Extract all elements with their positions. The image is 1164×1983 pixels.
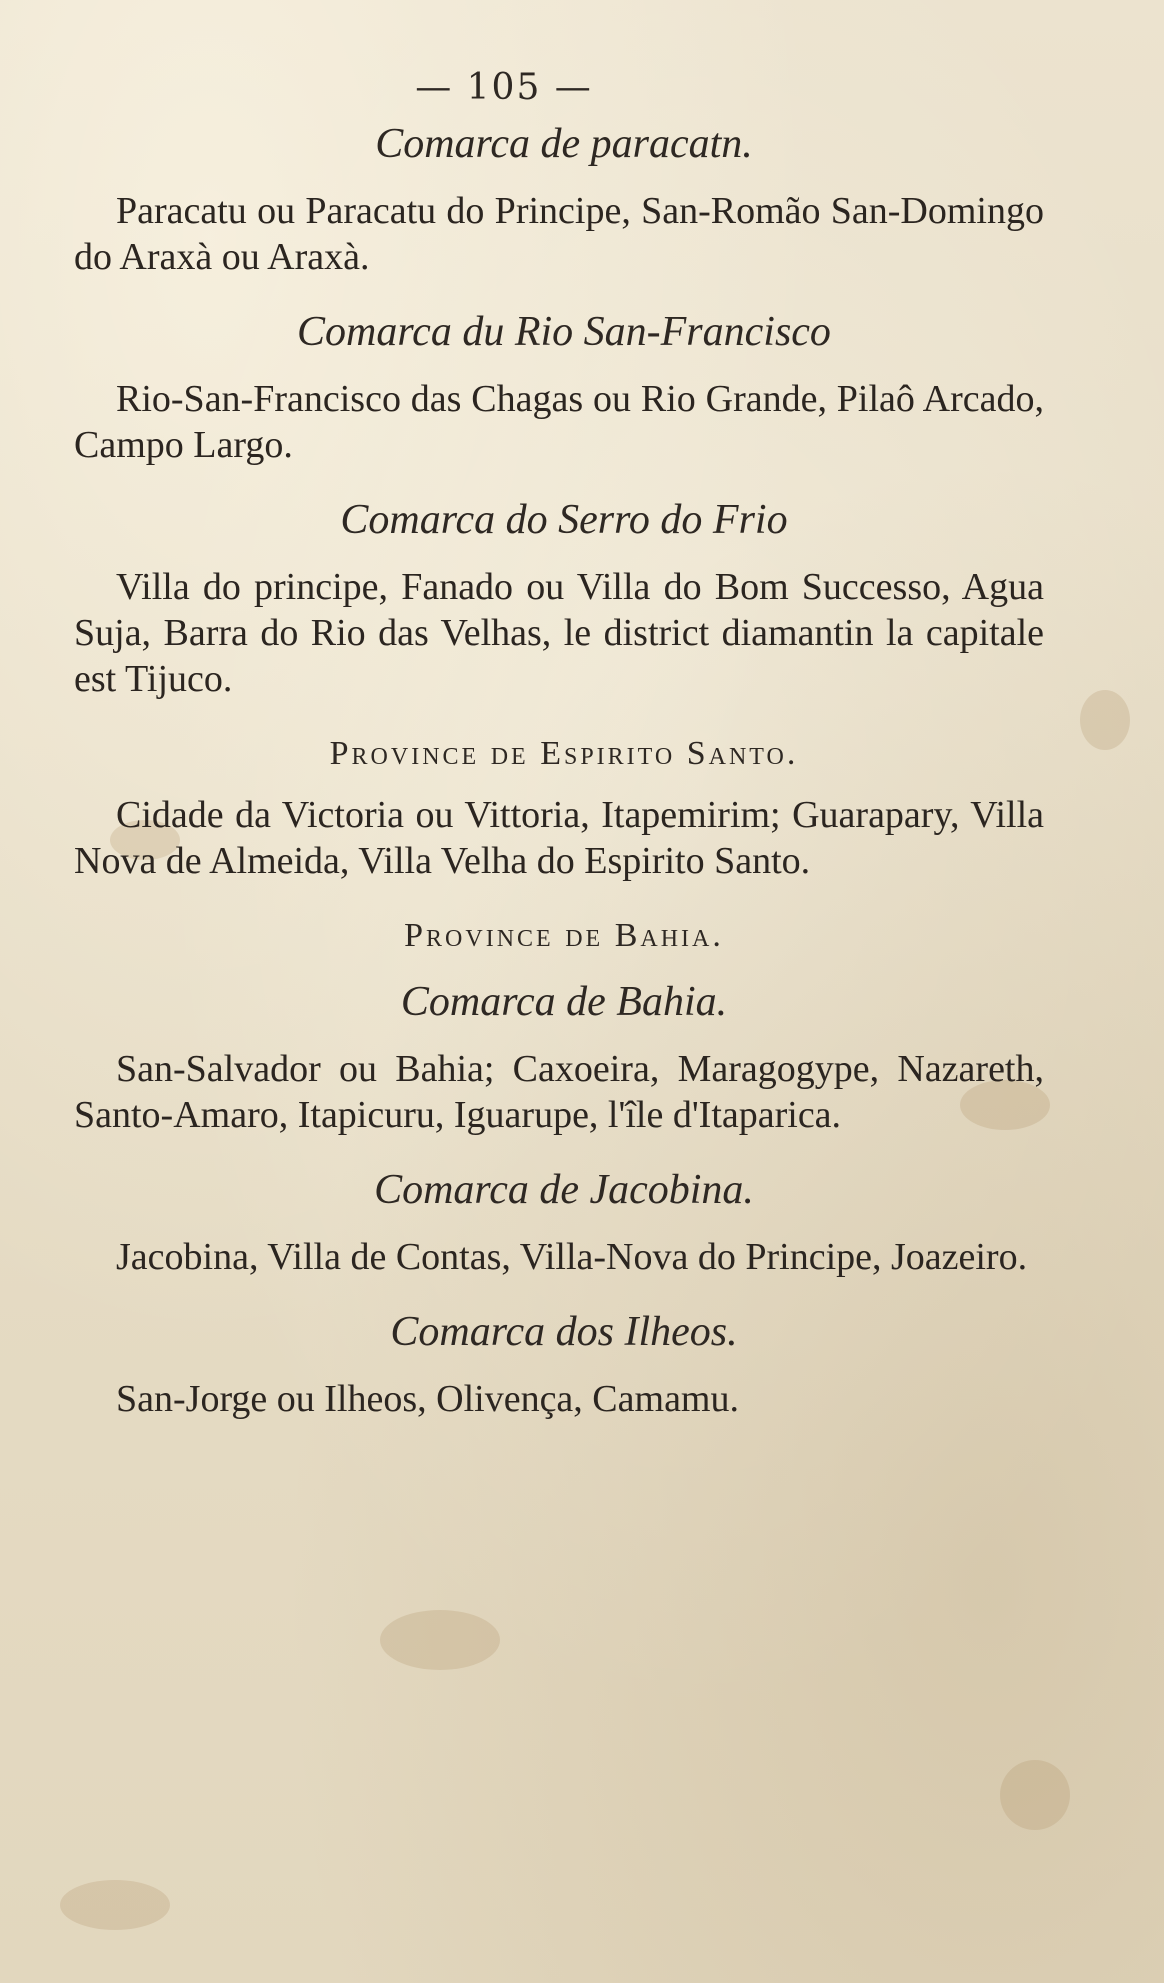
comarca-heading: Comarca du Rio San-Francisco [297, 309, 831, 355]
place-list-paragraph: Villa do principe, Fanado ou Villa do Bom Successo, Agua Suja, Barra do Rio das Velhas, le district diamantin la capitale est Tijuco. [74, 566, 1044, 700]
comarca-heading: Comarca do Serro do Frio [340, 497, 788, 543]
place-list-paragraph: San-Salvador ou Bahia; Caxoeira, Maragogype, Nazareth, Santo-Amaro, Itapicuru, Iguarupe, l'île d'Itaparica. [74, 1048, 1044, 1136]
comarca-heading: Comarca de Bahia. [400, 979, 728, 1025]
page-content [74, 60, 1054, 1446]
place-list-paragraph: San-Jorge ou Ilheos, Olivença, Camamu. [116, 1378, 739, 1420]
place-list-paragraph: Cidade da Victoria ou Vittoria, Itapemirim; Guarapary, Villa Nova de Almeida, Villa Velha do Espirito Santo. [74, 794, 1044, 882]
place-list-paragraph: Rio-San-Francisco das Chagas ou Rio Grande, Pilaô Arcado, Campo Largo. [74, 378, 1044, 466]
province-heading: Province de Espirito Santo. [329, 735, 799, 772]
province-heading: Province de Bahia. [404, 917, 724, 954]
comarca-heading: Comarca dos Ilheos. [390, 1309, 738, 1355]
paper-stain [1000, 1760, 1070, 1830]
paper-stain [60, 1880, 170, 1930]
place-list-paragraph: Jacobina, Villa de Contas, Villa-Nova do Principe, Joazeiro. [116, 1236, 1028, 1278]
paper-stain [1080, 690, 1130, 750]
comarca-heading: Comarca de Jacobina. [374, 1167, 754, 1213]
page-number: — 105 — [415, 67, 593, 108]
paper-stain [380, 1610, 500, 1670]
place-list-paragraph: Paracatu ou Paracatu do Principe, San-Romão San-Domingo do Araxà ou Araxà. [74, 190, 1044, 278]
comarca-heading: Comarca de paracatn. [375, 121, 753, 167]
